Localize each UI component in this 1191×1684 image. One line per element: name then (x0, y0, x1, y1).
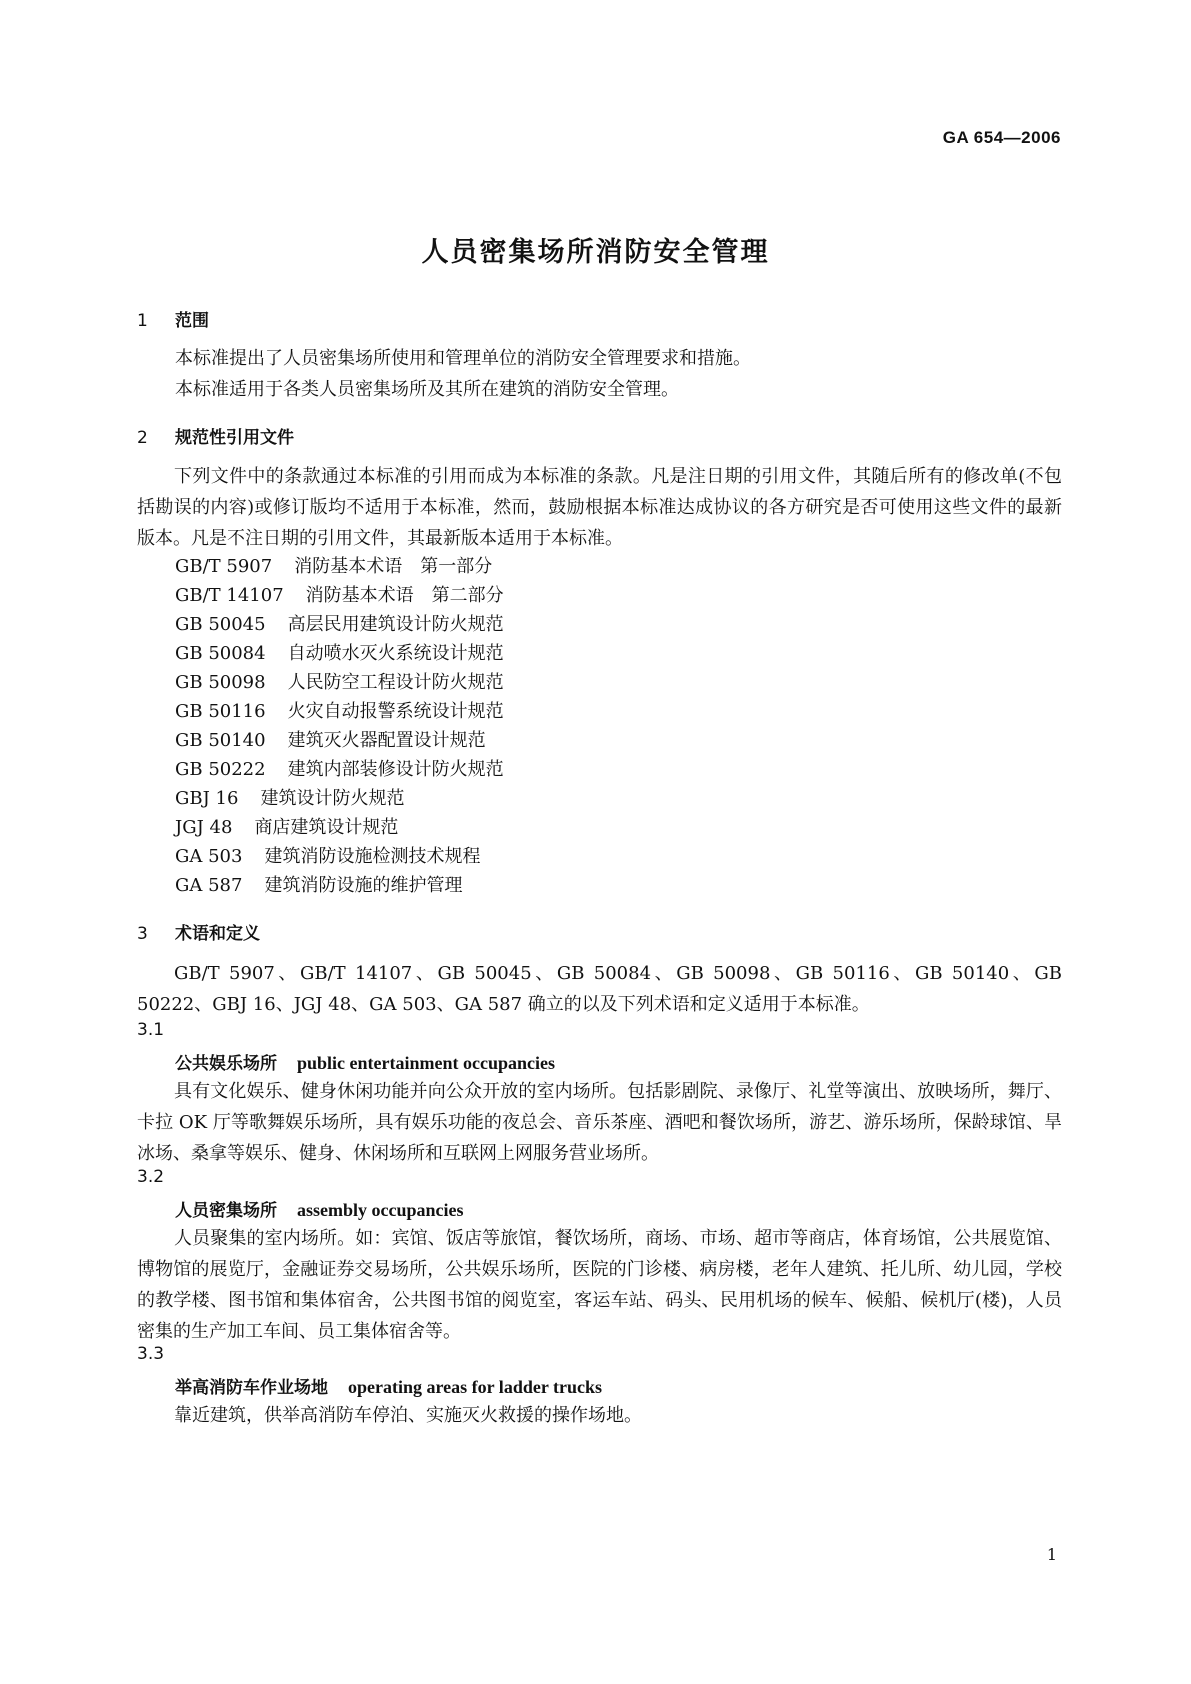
section-3-heading (137, 919, 260, 944)
term-en: assembly occupancies (297, 1200, 464, 1220)
clause-number: 3.1 (137, 1020, 165, 1040)
reference-item (175, 552, 492, 578)
reference-name: 高层民用建筑设计防火规范 (287, 614, 504, 635)
reference-item (175, 668, 504, 694)
term-zh: 人员密集场所 (175, 1201, 277, 1221)
section-2-heading (137, 423, 294, 448)
reference-code: GB 50098 (175, 672, 266, 693)
section-title: 规范性引用文件 (175, 428, 294, 448)
clause-number: 3.2 (137, 1167, 165, 1187)
reference-item (175, 639, 504, 665)
clause-number: 3.3 (137, 1344, 165, 1364)
term-definition: 靠近建筑，供举高消防车停泊、实施灭火救援的操作场地。 (174, 1405, 642, 1426)
reference-item (175, 871, 462, 897)
reference-name: 商店建筑设计规范 (254, 817, 399, 838)
reference-item (175, 755, 504, 781)
reference-item (175, 697, 504, 723)
reference-name: 建筑消防设施检测技术规程 (264, 846, 481, 867)
section-2-intro: 下列文件中的条款通过本标准的引用而成为本标准的条款。凡是注日期的引用文件，其随后所有的修改单(不包括勘误的内容)或修订版均不适用于本标准，然而，鼓励根据本标准达成协议的各方研究是否可使用这些文件的最新版本。凡是不注日期的引用文件，其最新版本适用于本标准。 (137, 466, 1062, 549)
reference-item (175, 581, 504, 607)
reference-code: GA 503 (175, 846, 243, 867)
reference-code: GA 587 (175, 875, 243, 896)
term-definition: 人员聚集的室内场所。如：宾馆、饭店等旅馆，餐饮场所，商场、市场、超市等商店，体育场馆，公共展览馆、博物馆的展览厅，金融证券交易场所，公共娱乐场所，医院的门诊楼、病房楼，老年人建筑、托儿所、幼儿园，学校的教学楼、图书馆和集体宿舍，公共图书馆的阅览室，客运车站、码头、民用机场的候车、候船、候机厅(楼)，人员密集的生产加工车间、员工集体宿舍等。 (137, 1228, 1062, 1342)
standard-code: GA 654—2006 (942, 128, 1061, 147)
reference-name: 火灾自动报警系统设计规范 (287, 701, 504, 722)
reference-name: 建筑设计防火规范 (260, 788, 405, 809)
section-title: 范围 (175, 311, 209, 331)
section-1-line-2: 本标准适用于各类人员密集场所及其所在建筑的消防安全管理。 (175, 379, 679, 400)
term-definition: 具有文化娱乐、健身休闲功能并向公众开放的室内场所。包括影剧院、录像厅、礼堂等演出、放映场所，舞厅、卡拉 OK 厅等歌舞娱乐场所，具有娱乐功能的夜总会、音乐茶座、酒吧和餐饮场所，游艺、游乐场所，保龄球馆、旱冰场、桑拿等娱乐、健身、休闲场所和互联网上网服务营业场所。 (137, 1081, 1062, 1164)
term-zh: 举高消防车作业场地 (175, 1378, 328, 1398)
term-heading (175, 1049, 555, 1074)
page-number: 1 (1046, 1545, 1057, 1564)
reference-name: 人民防空工程设计防火规范 (287, 672, 504, 693)
term-heading (175, 1373, 602, 1398)
reference-name: 建筑内部装修设计防火规范 (287, 759, 504, 780)
reference-code: GB 50116 (175, 701, 266, 722)
reference-code: GBJ 16 (175, 788, 239, 809)
reference-name: 自动喷水灭火系统设计规范 (287, 643, 504, 664)
reference-item (175, 842, 480, 868)
term-en: operating areas for ladder trucks (348, 1377, 602, 1397)
reference-code: GB 50140 (175, 730, 266, 751)
reference-code: GB/T 5907 (175, 556, 273, 577)
reference-item (175, 813, 398, 839)
section-3-intro: GB/T 5907、GB/T 14107、GB 50045、GB 50084、GB 50098、GB 50116、GB 50140、GB 50222、GBJ 16、JGJ 48、GA 503、GA 587 确立的以及下列术语和定义适用于本标准。 (137, 963, 1062, 1015)
section-number: 1 (137, 311, 148, 331)
reference-code: JGJ 48 (175, 817, 233, 838)
reference-code: GB 50045 (175, 614, 266, 635)
section-1-line-1: 本标准提出了人员密集场所使用和管理单位的消防安全管理要求和措施。 (175, 348, 751, 369)
reference-name: 建筑消防设施的维护管理 (264, 875, 463, 896)
reference-code: GB 50084 (175, 643, 266, 664)
reference-item (175, 726, 486, 752)
page-title: 人员密集场所消防安全管理 (421, 237, 770, 268)
reference-name: 消防基本术语 第二部分 (305, 585, 504, 606)
term-en: public entertainment occupancies (297, 1053, 555, 1073)
reference-code: GB 50222 (175, 759, 266, 780)
reference-item (175, 784, 404, 810)
section-title: 术语和定义 (175, 924, 260, 944)
term-heading (175, 1196, 464, 1221)
reference-name: 消防基本术语 第一部分 (294, 556, 493, 577)
section-number: 2 (137, 428, 148, 448)
section-number: 3 (137, 924, 148, 944)
term-zh: 公共娱乐场所 (175, 1054, 277, 1074)
reference-item (175, 610, 504, 636)
reference-code: GB/T 14107 (175, 585, 284, 606)
reference-name: 建筑灭火器配置设计规范 (287, 730, 486, 751)
section-1-heading (137, 306, 209, 331)
